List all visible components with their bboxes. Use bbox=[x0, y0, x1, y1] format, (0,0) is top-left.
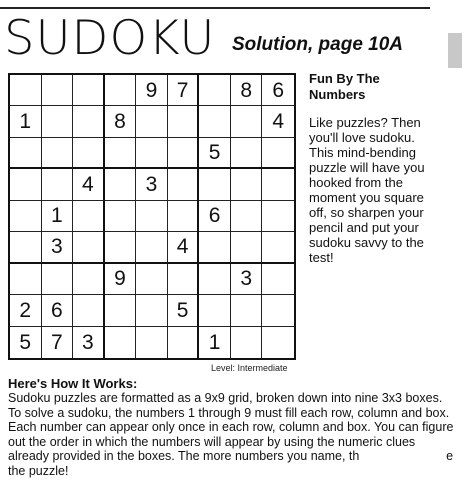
header-rule bbox=[0, 7, 430, 9]
sudoku-clue-cell: 9 bbox=[105, 264, 137, 295]
sudoku-empty-cell[interactable] bbox=[136, 327, 168, 358]
sudoku-empty-cell[interactable] bbox=[262, 232, 294, 263]
sudoku-clue-cell: 5 bbox=[199, 138, 231, 169]
sudoku-empty-cell[interactable] bbox=[42, 106, 74, 137]
sudoku-clue-cell: 2 bbox=[10, 295, 42, 326]
sudoku-empty-cell[interactable] bbox=[136, 295, 168, 326]
sudoku-clue-cell: 3 bbox=[136, 169, 168, 200]
sudoku-clue-cell: 8 bbox=[231, 75, 263, 106]
sudoku-empty-cell[interactable] bbox=[199, 232, 231, 263]
sudoku-clue-cell: 7 bbox=[42, 327, 74, 358]
sudoku-empty-cell[interactable] bbox=[73, 138, 105, 169]
sudoku-empty-cell[interactable] bbox=[262, 169, 294, 200]
sudoku-empty-cell[interactable] bbox=[73, 232, 105, 263]
sudoku-empty-cell[interactable] bbox=[231, 327, 263, 358]
solution-reference: Solution, page 10A bbox=[232, 34, 404, 55]
sudoku-grid bbox=[8, 73, 296, 360]
sudoku-empty-cell[interactable] bbox=[105, 232, 137, 263]
sudoku-empty-cell[interactable] bbox=[199, 264, 231, 295]
sudoku-empty-cell[interactable] bbox=[168, 138, 200, 169]
sudoku-empty-cell[interactable] bbox=[42, 75, 74, 106]
sudoku-empty-cell[interactable] bbox=[168, 169, 200, 200]
sudoku-empty-cell[interactable] bbox=[73, 201, 105, 232]
sudoku-empty-cell[interactable] bbox=[168, 201, 200, 232]
sudoku-empty-cell[interactable] bbox=[199, 75, 231, 106]
sudoku-empty-cell[interactable] bbox=[231, 169, 263, 200]
page-title: SUDOKU bbox=[4, 11, 216, 66]
sudoku-clue-cell: 7 bbox=[168, 75, 200, 106]
sudoku-empty-cell[interactable] bbox=[262, 201, 294, 232]
difficulty-level: Level: Intermediate bbox=[211, 363, 288, 373]
sudoku-clue-cell: 5 bbox=[168, 295, 200, 326]
sudoku-empty-cell[interactable] bbox=[199, 295, 231, 326]
sudoku-empty-cell[interactable] bbox=[105, 169, 137, 200]
instructions-title: Here's How It Works: bbox=[8, 376, 138, 391]
sudoku-empty-cell[interactable] bbox=[231, 232, 263, 263]
sudoku-clue-cell: 4 bbox=[262, 106, 294, 137]
sudoku-empty-cell[interactable] bbox=[10, 201, 42, 232]
sudoku-clue-cell: 1 bbox=[10, 106, 42, 137]
sudoku-empty-cell[interactable] bbox=[73, 75, 105, 106]
sudoku-empty-cell[interactable] bbox=[199, 106, 231, 137]
sudoku-empty-cell[interactable] bbox=[105, 201, 137, 232]
sudoku-empty-cell[interactable] bbox=[136, 106, 168, 137]
page-edge-tab bbox=[448, 33, 462, 68]
sudoku-empty-cell[interactable] bbox=[105, 295, 137, 326]
sudoku-empty-cell[interactable] bbox=[73, 106, 105, 137]
sudoku-empty-cell[interactable] bbox=[136, 264, 168, 295]
sudoku-empty-cell[interactable] bbox=[10, 264, 42, 295]
sudoku-clue-cell: 3 bbox=[231, 264, 263, 295]
sudoku-empty-cell[interactable] bbox=[231, 201, 263, 232]
sudoku-empty-cell[interactable] bbox=[105, 327, 137, 358]
sudoku-empty-cell[interactable] bbox=[73, 295, 105, 326]
sudoku-clue-cell: 1 bbox=[42, 201, 74, 232]
instructions-text: Sudoku puzzles are formatted as a 9x9 grid, broken down into nine 3x3 boxes. To solve a sudoku, the numbers 1 through 9 must fill each row, column and box. Each number can appear only once in each row, column and box. You can figure out the order in which the numbers will appear by using the numeric clues already provided in the boxes. The more numbers you name, th e the puzzle! bbox=[8, 391, 457, 478]
sudoku-clue-cell: 6 bbox=[262, 75, 294, 106]
sudoku-empty-cell[interactable] bbox=[231, 106, 263, 137]
sudoku-empty-cell[interactable] bbox=[168, 106, 200, 137]
sudoku-clue-cell: 6 bbox=[42, 295, 74, 326]
sudoku-clue-cell: 3 bbox=[42, 232, 74, 263]
sudoku-empty-cell[interactable] bbox=[199, 169, 231, 200]
sudoku-clue-cell: 6 bbox=[199, 201, 231, 232]
sudoku-empty-cell[interactable] bbox=[262, 327, 294, 358]
sudoku-empty-cell[interactable] bbox=[10, 75, 42, 106]
sudoku-empty-cell[interactable] bbox=[73, 264, 105, 295]
sudoku-empty-cell[interactable] bbox=[168, 327, 200, 358]
sudoku-empty-cell[interactable] bbox=[136, 138, 168, 169]
sudoku-clue-cell: 4 bbox=[73, 169, 105, 200]
sudoku-empty-cell[interactable] bbox=[231, 138, 263, 169]
sudoku-empty-cell[interactable] bbox=[105, 75, 137, 106]
sidebar-text: Like puzzles? Then you'll love sudoku. This mind-bending puzzle will have you hooked from the moment you square off, so sharpen your pencil and put your sudoku savvy to the test! bbox=[309, 115, 425, 265]
sudoku-empty-cell[interactable] bbox=[262, 138, 294, 169]
sudoku-clue-cell: 4 bbox=[168, 232, 200, 263]
sudoku-clue-cell: 1 bbox=[199, 327, 231, 358]
sudoku-empty-cell[interactable] bbox=[10, 232, 42, 263]
sudoku-empty-cell[interactable] bbox=[105, 138, 137, 169]
sudoku-clue-cell: 5 bbox=[10, 327, 42, 358]
sudoku-empty-cell[interactable] bbox=[42, 264, 74, 295]
sudoku-empty-cell[interactable] bbox=[262, 264, 294, 295]
sidebar-title: Fun By The Numbers bbox=[309, 71, 380, 102]
sudoku-board bbox=[8, 73, 296, 360]
sudoku-empty-cell[interactable] bbox=[42, 138, 74, 169]
sudoku-empty-cell[interactable] bbox=[136, 201, 168, 232]
sudoku-clue-cell: 9 bbox=[136, 75, 168, 106]
sudoku-empty-cell[interactable] bbox=[136, 232, 168, 263]
sudoku-clue-cell: 3 bbox=[73, 327, 105, 358]
sudoku-empty-cell[interactable] bbox=[10, 138, 42, 169]
sudoku-empty-cell[interactable] bbox=[42, 169, 74, 200]
sudoku-empty-cell[interactable] bbox=[10, 169, 42, 200]
sudoku-empty-cell[interactable] bbox=[231, 295, 263, 326]
sidebar bbox=[309, 71, 429, 265]
sudoku-empty-cell[interactable] bbox=[262, 295, 294, 326]
sudoku-clue-cell: 8 bbox=[105, 106, 137, 137]
sudoku-empty-cell[interactable] bbox=[168, 264, 200, 295]
